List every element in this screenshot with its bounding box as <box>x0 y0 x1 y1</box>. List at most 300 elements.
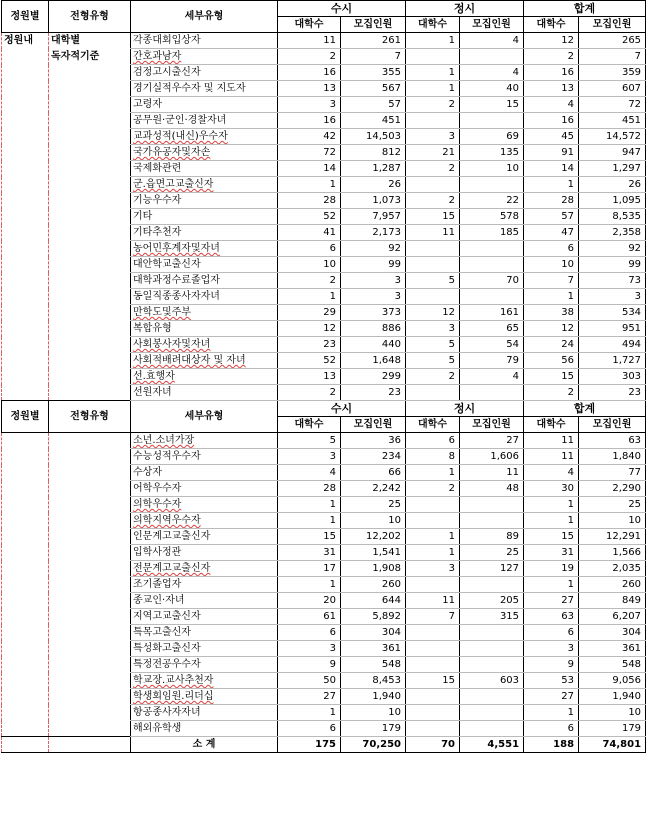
value-cell: 16 <box>524 113 579 129</box>
quota-cell <box>2 49 49 65</box>
value-cell: 29 <box>278 305 341 321</box>
value-cell <box>460 241 524 257</box>
table-body <box>2 1 646 753</box>
value-cell: 48 <box>460 481 524 497</box>
value-cell: 28 <box>524 193 579 209</box>
quota-cell <box>2 481 49 497</box>
value-cell: 1,727 <box>579 353 646 369</box>
value-cell: 12,291 <box>579 529 646 545</box>
subtype-cell: 항공종사자자녀 <box>131 705 278 721</box>
subtype-cell: 인문계고교출신자 <box>131 529 278 545</box>
value-cell: 15 <box>460 97 524 113</box>
value-cell: 4 <box>460 369 524 385</box>
value-cell: 23 <box>278 337 341 353</box>
value-cell <box>406 289 460 305</box>
quota-cell <box>2 497 49 513</box>
quota-cell <box>2 193 49 209</box>
value-cell: 61 <box>278 609 341 625</box>
header-col-quota: 정원별 <box>2 1 49 33</box>
type-cell <box>49 353 131 369</box>
value-cell: 185 <box>460 225 524 241</box>
value-cell <box>460 113 524 129</box>
value-cell: 57 <box>524 209 579 225</box>
value-cell <box>460 513 524 529</box>
table-row <box>2 289 646 305</box>
type-cell <box>49 545 131 561</box>
value-cell <box>460 625 524 641</box>
quota-cell <box>2 705 49 721</box>
value-cell: 849 <box>579 593 646 609</box>
subtype-cell: 학생회임원.리더십 <box>131 689 278 705</box>
header-recruit: 모집인원 <box>579 417 646 433</box>
type-cell <box>49 209 131 225</box>
value-cell: 8,535 <box>579 209 646 225</box>
quota-cell <box>2 657 49 673</box>
table-row <box>2 433 646 449</box>
type-cell <box>49 465 131 481</box>
type-cell <box>49 721 131 737</box>
value-cell: 21 <box>406 145 460 161</box>
value-cell <box>406 721 460 737</box>
value-cell: 303 <box>579 369 646 385</box>
table-row <box>2 705 646 721</box>
subtype-cell: 소 계 <box>131 737 278 753</box>
table-row <box>2 721 646 737</box>
quota-cell <box>2 321 49 337</box>
table-row <box>2 321 646 337</box>
type-cell <box>49 673 131 689</box>
value-cell: 28 <box>278 481 341 497</box>
value-cell: 2,358 <box>579 225 646 241</box>
value-cell: 12 <box>278 321 341 337</box>
header-univ-count: 대학수 <box>278 17 341 33</box>
value-cell: 16 <box>278 113 341 129</box>
total-row <box>2 737 646 753</box>
value-cell: 7 <box>579 49 646 65</box>
quota-cell <box>2 353 49 369</box>
value-cell: 14 <box>278 161 341 177</box>
subtype-cell: 선.효행자 <box>131 369 278 385</box>
value-cell: 361 <box>579 641 646 657</box>
subtype-cell: 만학도및주부 <box>131 305 278 321</box>
subtype-cell: 수상자 <box>131 465 278 481</box>
type-cell <box>49 273 131 289</box>
value-cell: 6 <box>278 625 341 641</box>
value-cell: 12,202 <box>341 529 406 545</box>
table-row <box>2 609 646 625</box>
table-row <box>2 145 646 161</box>
value-cell: 25 <box>579 497 646 513</box>
value-cell: 25 <box>460 545 524 561</box>
value-cell: 26 <box>341 177 406 193</box>
value-cell: 14,572 <box>579 129 646 145</box>
value-cell: 13 <box>278 81 341 97</box>
table-row <box>2 449 646 465</box>
table-row <box>2 641 646 657</box>
value-cell: 3 <box>406 129 460 145</box>
value-cell: 1 <box>406 33 460 49</box>
table-row <box>2 513 646 529</box>
value-cell: 1 <box>524 513 579 529</box>
value-cell <box>406 257 460 273</box>
value-cell: 304 <box>341 625 406 641</box>
table-row <box>2 593 646 609</box>
value-cell: 41 <box>278 225 341 241</box>
type-cell <box>49 337 131 353</box>
value-cell: 951 <box>579 321 646 337</box>
value-cell: 70,250 <box>341 737 406 753</box>
quota-cell <box>2 641 49 657</box>
subtype-cell: 특목고출신자 <box>131 625 278 641</box>
header-row <box>2 401 646 417</box>
value-cell: 14 <box>524 161 579 177</box>
value-cell: 1 <box>524 177 579 193</box>
value-cell: 2 <box>406 481 460 497</box>
value-cell: 31 <box>524 545 579 561</box>
value-cell: 72 <box>579 97 646 113</box>
table-row <box>2 369 646 385</box>
value-cell: 3 <box>406 561 460 577</box>
value-cell: 20 <box>278 593 341 609</box>
value-cell: 8,453 <box>341 673 406 689</box>
value-cell: 7 <box>341 49 406 65</box>
subtype-cell: 해외유학생 <box>131 721 278 737</box>
table-row <box>2 241 646 257</box>
value-cell: 355 <box>341 65 406 81</box>
type-cell <box>49 321 131 337</box>
type-cell <box>49 609 131 625</box>
table-row <box>2 129 646 145</box>
subtype-cell: 복합유형 <box>131 321 278 337</box>
value-cell: 54 <box>460 337 524 353</box>
quota-cell <box>2 529 49 545</box>
value-cell: 19 <box>524 561 579 577</box>
value-cell: 1,606 <box>460 449 524 465</box>
subtype-cell: 특정전공우수자 <box>131 657 278 673</box>
value-cell: 5 <box>406 273 460 289</box>
value-cell: 2 <box>524 49 579 65</box>
value-cell: 1 <box>278 497 341 513</box>
value-cell: 5 <box>278 433 341 449</box>
table-row <box>2 385 646 401</box>
value-cell: 1 <box>524 577 579 593</box>
quota-cell <box>2 289 49 305</box>
value-cell: 15 <box>406 673 460 689</box>
value-cell: 1,566 <box>579 545 646 561</box>
value-cell: 2,173 <box>341 225 406 241</box>
value-cell: 11 <box>524 449 579 465</box>
table-row <box>2 209 646 225</box>
type-cell <box>49 81 131 97</box>
quota-cell <box>2 337 49 353</box>
value-cell: 7,957 <box>341 209 406 225</box>
subtype-cell: 경기실적우수자 및 지도자 <box>131 81 278 97</box>
value-cell: 73 <box>579 273 646 289</box>
value-cell: 6 <box>406 433 460 449</box>
type-cell: 독자적기준 <box>49 49 131 65</box>
value-cell: 2,035 <box>579 561 646 577</box>
value-cell: 2 <box>278 49 341 65</box>
header-group-susi: 수시 <box>278 1 406 17</box>
table-row <box>2 353 646 369</box>
value-cell: 92 <box>341 241 406 257</box>
value-cell: 2 <box>406 97 460 113</box>
value-cell: 1,073 <box>341 193 406 209</box>
subtype-cell: 기타 <box>131 209 278 225</box>
value-cell: 451 <box>579 113 646 129</box>
type-cell <box>49 177 131 193</box>
table-row <box>2 97 646 113</box>
value-cell: 6,207 <box>579 609 646 625</box>
value-cell: 9,056 <box>579 673 646 689</box>
type-cell <box>49 113 131 129</box>
value-cell: 57 <box>341 97 406 113</box>
quota-cell <box>2 433 49 449</box>
type-cell <box>49 97 131 113</box>
value-cell: 304 <box>579 625 646 641</box>
type-cell <box>49 689 131 705</box>
quota-cell <box>2 449 49 465</box>
table-row <box>2 49 646 65</box>
type-cell <box>49 529 131 545</box>
value-cell: 548 <box>579 657 646 673</box>
value-cell: 74,801 <box>579 737 646 753</box>
value-cell: 1 <box>278 577 341 593</box>
value-cell: 9 <box>524 657 579 673</box>
subtype-cell: 기능우수자 <box>131 193 278 209</box>
value-cell: 4 <box>524 97 579 113</box>
table-row <box>2 273 646 289</box>
value-cell: 451 <box>341 113 406 129</box>
value-cell: 36 <box>341 433 406 449</box>
value-cell: 6 <box>524 721 579 737</box>
type-cell <box>49 449 131 465</box>
value-cell: 30 <box>524 481 579 497</box>
value-cell <box>460 289 524 305</box>
subtype-cell: 대학과정수료졸업자 <box>131 273 278 289</box>
value-cell: 3 <box>341 273 406 289</box>
header-row <box>2 1 646 17</box>
value-cell <box>460 577 524 593</box>
value-cell: 53 <box>524 673 579 689</box>
value-cell: 1 <box>524 497 579 513</box>
value-cell: 2 <box>406 193 460 209</box>
admissions-table <box>1 0 646 753</box>
value-cell <box>406 705 460 721</box>
value-cell <box>406 689 460 705</box>
table-row <box>2 161 646 177</box>
value-cell: 644 <box>341 593 406 609</box>
value-cell: 299 <box>341 369 406 385</box>
value-cell: 65 <box>460 321 524 337</box>
value-cell: 63 <box>524 609 579 625</box>
type-cell <box>49 385 131 401</box>
value-cell: 15 <box>278 529 341 545</box>
value-cell <box>406 497 460 513</box>
type-cell <box>49 305 131 321</box>
table-row <box>2 465 646 481</box>
quota-cell: 정원내 <box>2 33 49 49</box>
value-cell: 234 <box>341 449 406 465</box>
value-cell: 14,503 <box>341 129 406 145</box>
table-row <box>2 337 646 353</box>
value-cell: 260 <box>579 577 646 593</box>
value-cell <box>406 577 460 593</box>
type-cell <box>49 65 131 81</box>
value-cell <box>460 689 524 705</box>
value-cell: 10 <box>460 161 524 177</box>
value-cell: 79 <box>460 353 524 369</box>
value-cell: 25 <box>341 497 406 513</box>
header-univ-count: 대학수 <box>406 417 460 433</box>
value-cell: 359 <box>579 65 646 81</box>
value-cell <box>460 641 524 657</box>
value-cell: 99 <box>341 257 406 273</box>
value-cell: 12 <box>524 321 579 337</box>
value-cell: 886 <box>341 321 406 337</box>
value-cell: 27 <box>524 593 579 609</box>
type-cell <box>49 625 131 641</box>
table-row <box>2 545 646 561</box>
header-univ-count: 대학수 <box>524 417 579 433</box>
value-cell: 179 <box>341 721 406 737</box>
value-cell: 3 <box>341 289 406 305</box>
header-col-quota: 정원별 <box>2 401 49 433</box>
quota-cell <box>2 673 49 689</box>
value-cell: 3 <box>278 97 341 113</box>
value-cell <box>406 113 460 129</box>
value-cell: 373 <box>341 305 406 321</box>
subtype-cell: 학교장.교사추천자 <box>131 673 278 689</box>
table-row <box>2 113 646 129</box>
value-cell: 1 <box>278 705 341 721</box>
value-cell: 10 <box>579 705 646 721</box>
table-row <box>2 689 646 705</box>
value-cell: 548 <box>341 657 406 673</box>
subtype-cell: 군.읍면고교출신자 <box>131 177 278 193</box>
type-cell <box>49 145 131 161</box>
type-cell <box>49 289 131 305</box>
table-row <box>2 673 646 689</box>
value-cell <box>460 385 524 401</box>
value-cell: 1 <box>524 289 579 305</box>
table-row <box>2 33 646 49</box>
value-cell: 63 <box>579 433 646 449</box>
value-cell: 1,940 <box>341 689 406 705</box>
value-cell: 89 <box>460 529 524 545</box>
value-cell: 7 <box>406 609 460 625</box>
quota-cell <box>2 625 49 641</box>
subtype-cell: 사회적배려대상자 및 자녀 <box>131 353 278 369</box>
value-cell: 15 <box>524 529 579 545</box>
quota-cell <box>2 209 49 225</box>
type-cell: 대학별 <box>49 33 131 49</box>
quota-cell <box>2 113 49 129</box>
value-cell: 1 <box>406 81 460 97</box>
subtype-cell: 국가유공자및자손 <box>131 145 278 161</box>
value-cell: 175 <box>278 737 341 753</box>
value-cell: 66 <box>341 465 406 481</box>
type-cell <box>49 369 131 385</box>
value-cell: 4 <box>278 465 341 481</box>
value-cell: 361 <box>341 641 406 657</box>
value-cell <box>406 241 460 257</box>
value-cell: 15 <box>406 209 460 225</box>
value-cell: 5 <box>406 337 460 353</box>
quota-cell <box>2 577 49 593</box>
subtype-cell: 의학지역우수자 <box>131 513 278 529</box>
value-cell: 1,541 <box>341 545 406 561</box>
table-row <box>2 497 646 513</box>
table-row <box>2 481 646 497</box>
subtype-cell: 공무원·군인·경찰자녀 <box>131 113 278 129</box>
value-cell: 38 <box>524 305 579 321</box>
subtype-cell: 지역고교출신자 <box>131 609 278 625</box>
value-cell: 9 <box>278 657 341 673</box>
value-cell: 92 <box>579 241 646 257</box>
value-cell: 260 <box>341 577 406 593</box>
table-row <box>2 65 646 81</box>
subtype-cell: 수능성적우수자 <box>131 449 278 465</box>
quota-cell <box>2 241 49 257</box>
value-cell: 27 <box>278 689 341 705</box>
value-cell: 2 <box>278 385 341 401</box>
header-group-jeongsi: 정시 <box>406 1 524 17</box>
type-cell <box>49 129 131 145</box>
type-cell <box>49 193 131 209</box>
subtype-cell: 어학우수자 <box>131 481 278 497</box>
value-cell: 1,908 <box>341 561 406 577</box>
value-cell: 1,648 <box>341 353 406 369</box>
subtype-cell: 국제화관련 <box>131 161 278 177</box>
value-cell: 31 <box>278 545 341 561</box>
value-cell: 16 <box>278 65 341 81</box>
header-recruit: 모집인원 <box>460 17 524 33</box>
value-cell: 5 <box>406 353 460 369</box>
header-recruit: 모집인원 <box>460 417 524 433</box>
value-cell: 603 <box>460 673 524 689</box>
value-cell: 3 <box>278 641 341 657</box>
value-cell <box>406 177 460 193</box>
value-cell: 70 <box>406 737 460 753</box>
subtype-cell: 기타추천자 <box>131 225 278 241</box>
table-row <box>2 257 646 273</box>
value-cell: 812 <box>341 145 406 161</box>
value-cell: 1 <box>278 289 341 305</box>
type-cell <box>49 225 131 241</box>
value-cell: 10 <box>278 257 341 273</box>
value-cell: 10 <box>579 513 646 529</box>
quota-cell <box>2 129 49 145</box>
table-row <box>2 561 646 577</box>
value-cell: 2 <box>524 385 579 401</box>
subtype-cell: 대안학교출신자 <box>131 257 278 273</box>
header-recruit: 모집인원 <box>579 17 646 33</box>
value-cell: 188 <box>524 737 579 753</box>
value-cell: 4,551 <box>460 737 524 753</box>
header-group-jeongsi: 정시 <box>406 401 524 417</box>
value-cell: 534 <box>579 305 646 321</box>
value-cell <box>406 625 460 641</box>
type-cell <box>49 641 131 657</box>
quota-cell <box>2 65 49 81</box>
value-cell: 1 <box>278 513 341 529</box>
quota-cell <box>2 385 49 401</box>
value-cell: 1,297 <box>579 161 646 177</box>
header-univ-count: 대학수 <box>524 17 579 33</box>
subtype-cell: 검정고시출신자 <box>131 65 278 81</box>
table-row <box>2 305 646 321</box>
